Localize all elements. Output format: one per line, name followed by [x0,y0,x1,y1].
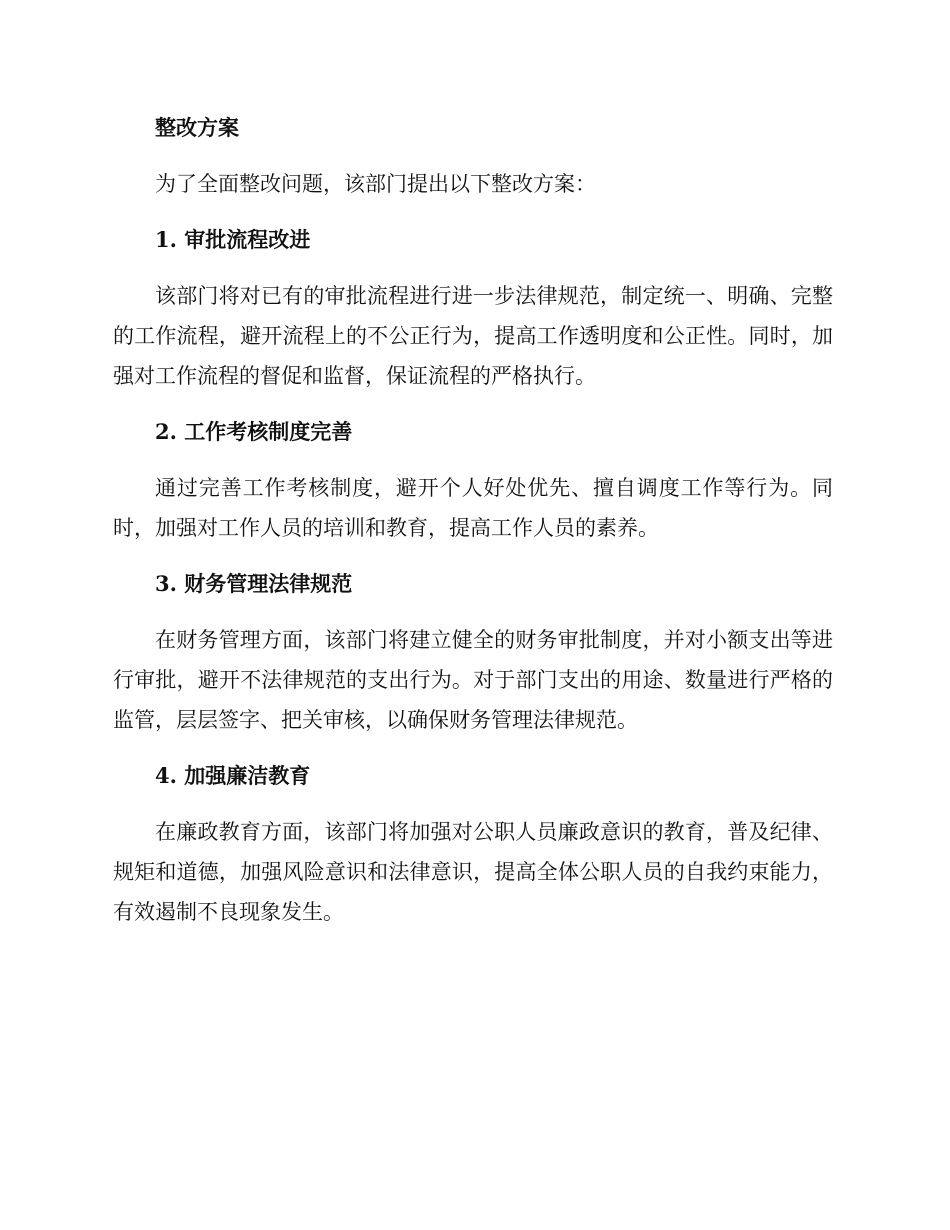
section-heading-4: 4. 加强廉洁教育 [155,763,311,788]
section-heading-3: 3. 财务管理法律规范 [155,571,353,596]
document-title: 整改方案 [155,115,239,140]
section-body-3: 在财务管理方面，该部门将建立健全的财务审批制度，并对小额支出等进行审批，避开不法律规范的支出行为。对于部门支出的用途、数量进行严格的监管，层层签字、把关审核，以确保财务管理法律规范。 [113,628,833,732]
section-heading-2: 2. 工作考核制度完善 [155,419,353,444]
section-body-2: 通过完善工作考核制度，避开个人好处优先、擅自调度工作等行为。同时，加强对工作人员的培训和教育，提高工作人员的素养。 [113,476,833,540]
section-body-1: 该部门将对已有的审批流程进行进一步法律规范，制定统一、明确、完整的工作流程，避开流程上的不公正行为，提高工作透明度和公正性。同时，加强对工作流程的督促和监督，保证流程的严格执行。 [113,284,833,388]
section-heading-1: 1. 审批流程改进 [155,227,311,252]
intro-paragraph: 为了全面整改问题，该部门提出以下整改方案： [155,172,596,196]
section-body-4: 在廉政教育方面，该部门将加强对公职人员廉政意识的教育，普及纪律、规矩和道德，加强风险意识和法律意识，提高全体公职人员的自我约束能力，有效遏制不良现象发生。 [113,820,833,924]
document-body [113,108,833,932]
